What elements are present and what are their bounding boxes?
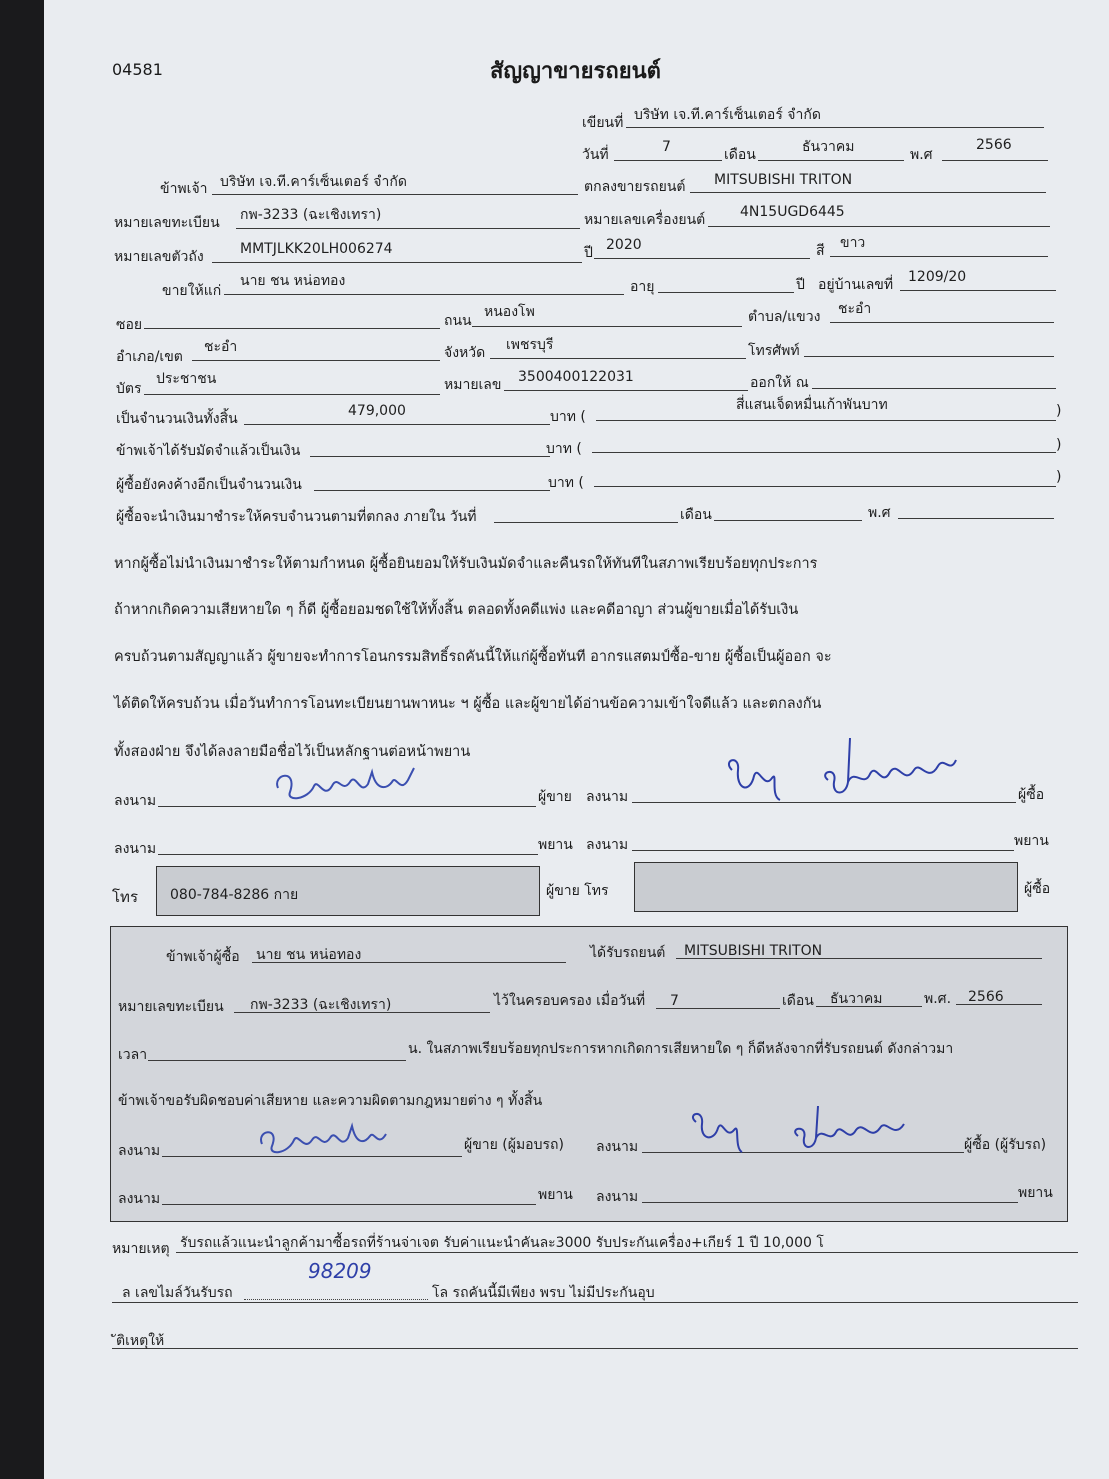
deposit-baht-label: บาท ( [546,441,582,457]
receipt-buyer-signature [684,1096,924,1160]
remain-words-line [594,486,1056,487]
notes-text-1: รับรถแล้วแนะนำลูกค้ามาซื้อรถที่ร้านจ่าเจต รับค่าแนะนำคันละ3000 รับประกันเครื่อง+เกียร์ 1 ปี 10,000 โ [180,1235,824,1251]
notes-text-2a: ล เลขไมล์วันรับรถ [122,1285,233,1301]
day-line [614,160,722,161]
month-value: ธันวาคม [802,139,855,155]
total-words-value: สี่แสนเจ็ดหมื่นเก้าพันบาท [736,397,888,413]
phone-line [804,356,1054,357]
seller-sign-label: ลงนาม [114,793,157,809]
receipt-buyer-value: นาย ชน หน่อทอง [256,947,362,963]
receipt-time-label: เวลา [118,1047,148,1063]
day-label: วันที่ [582,147,609,163]
receipt-witness2-role: พยาน [1018,1185,1053,1201]
receipt-year-label: พ.ศ. [924,991,952,1007]
remain-close: ) [1056,469,1062,485]
remain-line [314,490,550,491]
deposit-line [310,456,550,457]
subdistrict-value: ชะอำ [838,301,872,317]
age-label: อายุ [630,279,655,295]
year-value: 2566 [976,137,1012,153]
province-label: จังหวัด [444,345,486,361]
seller-phone-role: ผู้ขาย โทร [546,883,609,899]
engine-label: หมายเลขเครื่องยนต์ [584,212,706,228]
witness1-sign-label: ลงนาม [114,841,157,857]
total-label: เป็นจำนวนเงินทั้งสิ้น [116,411,238,427]
phone-label: โทรศัพท์ [748,343,800,359]
buyer-phone-role: ผู้ซื้อ [1024,881,1051,897]
witness2-sign-line [632,850,1014,851]
buyer-sign-label: ลงนาม [586,789,629,805]
car-year-value: 2020 [606,237,642,253]
subdistrict-label: ตำบล/แขวง [748,309,821,325]
deposit-label: ข้าพเจ้าได้รับมัดจำแล้วเป็นเงิน [116,443,301,459]
age-line [658,292,794,293]
phone-row-label: โทร [112,888,139,906]
road-label: ถนน [444,313,472,329]
district-value: ชะอำ [204,339,238,355]
receipt-year-value: 2566 [968,989,1004,1005]
receipt-buyer-label: ข้าพเจ้าผู้ซื้อ [166,949,240,965]
house-label: อยู่บ้านเลขที่ [818,277,894,293]
receipt-plate-label: หมายเลขทะเบียน [118,999,224,1015]
total-value: 479,000 [348,403,406,419]
witness1-sign-line [158,854,538,855]
age-unit: ปี [796,277,805,293]
receipt-seller-role: ผู้ขาย (ผู้มอบรถ) [464,1137,564,1153]
issued-line [812,388,1056,389]
receipt-month-label: เดือน [782,993,814,1009]
buyer-name-value: นาย ชน หน่อทอง [240,273,346,289]
term-line-5: ทั้งสองฝ่าย จึงได้ลงลายมือชื่อไว้เป็นหลักฐานต่อหน้าพยาน [114,744,471,760]
id-value: 3500400122031 [518,369,634,385]
due-year-label: พ.ศ [868,505,891,521]
document-title: สัญญาขายรถยนต์ [490,59,661,84]
witness2-role: พยาน [1014,833,1049,849]
receipt-day-value: 7 [670,993,679,1009]
card-line [144,394,440,395]
month-label: เดือน [724,147,756,163]
remain-label: ผู้ซื้อยังคงค้างอีกเป็นจำนวนเงิน [116,477,302,493]
seller-line [212,194,578,195]
total-line [244,424,550,425]
soi-line [144,328,440,329]
term-line-1: หากผู้ซื้อไม่นำเงินมาชำระให้ตามกำหนด ผู้ซื้อยินยอมให้รับเงินมัดจำและคืนรถให้ทันทีในสภาพเรียบร้อยทุกประการ [114,556,818,572]
seller-role: ผู้ขาย [538,789,572,805]
receipt-possess-label: ไว้ในครอบครอง เมื่อวันที่ [494,993,646,1009]
seller-signature [268,760,428,810]
year-label: พ.ศ [910,147,933,163]
plate-value: กพ-3233 (ฉะเชิงเทรา) [240,207,382,223]
term-line-3: ครบถ้วนตามสัญญาแล้ว ผู้ขายจะทำการโอนกรรมสิทธิ์รถคันนี้ให้แก่ผู้ซื้อทันที อากรแสตมป์ซื้อ-ขาย ผู้ซื้อเป็นผู้ออก จะ [114,649,832,665]
due-month-label: เดือน [680,507,712,523]
plate-line [236,228,580,229]
road-line [472,326,742,327]
receipt-received-label: ได้รับรถยนต์ [590,945,666,961]
district-line [192,360,440,361]
seller-value: บริษัท เจ.ที.คาร์เซ็นเตอร์ จำกัด [220,174,407,190]
receipt-witness1-role: พยาน [538,1187,573,1203]
mileage-dotted-line [244,1299,428,1300]
soi-label: ซอย [116,317,143,333]
written-at-label: เขียนที่ [582,115,624,131]
notes-label: หมายเหตุ [112,1241,170,1257]
road-value: หนองโพ [484,304,535,320]
receipt-witness1-line [162,1204,536,1205]
receipt-seller-signature [254,1118,394,1162]
card-value: ประชาชน [156,371,217,387]
deposit-words-line [592,452,1056,453]
buyer-role: ผู้ซื้อ [1018,787,1045,803]
plate-label: หมายเลขทะเบียน [114,215,220,231]
sell-to-label: ขายให้แก่ [162,283,222,299]
color-value: ขาว [840,235,866,251]
receipt-time-suffix: น. ในสภาพเรียบร้อยทุกประการหากเกิดการเสียหายใด ๆ ก็ดีหลังจากที่รับรถยนต์ ดังกล่าวมา [408,1041,954,1057]
document-number: 04581 [112,60,163,79]
district-label: อำเภอ/เขต [116,349,183,365]
house-value: 1209/20 [908,269,967,285]
receipt-plate-value: กพ-3233 (ฉะเชิงเทรา) [250,997,392,1013]
month-line [758,160,904,161]
chassis-label: หมายเลขตัวถัง [114,249,204,265]
due-day-line [494,522,678,523]
house-line [900,290,1056,291]
seller-label: ข้าพเจ้า [160,181,208,197]
written-at-value: บริษัท เจ.ที.คาร์เซ็นเตอร์ จำกัด [634,107,821,123]
engine-line [708,226,1050,227]
year-line [942,160,1048,161]
due-year-line [898,518,1054,519]
notes-line-3 [112,1348,1078,1349]
due-label: ผู้ซื้อจะนำเงินมาชำระให้ครบจำนวนตามที่ตกลง ภายใน วันที่ [116,509,477,525]
term-line-4: ได้ติดให้ครบถ้วน เมื่อวันทำการโอนทะเบียนยานพาหนะ ฯ ผู้ซื้อ และผู้ขายได้อ่านข้อความเข้าใจดีแล้ว และตกลงกัน [114,696,822,712]
buyer-signature [720,730,960,810]
remain-baht-label: บาท ( [548,475,584,491]
deposit-close: ) [1056,437,1062,453]
notes-text-3: ัติเหตุให้ [116,1333,165,1349]
engine-value: 4N15UGD6445 [740,204,845,220]
car-year-label: ปี [584,245,593,261]
id-line [504,390,748,391]
model-value: MITSUBISHI TRITON [714,172,853,188]
notes-line-1 [176,1252,1078,1253]
receipt-buyer-sign-label: ลงนาม [596,1139,639,1155]
term-line-2: ถ้าหากเกิดความเสียหายใด ๆ ก็ดี ผู้ซื้อยอมชดใช้ให้ทั้งสิ้น ตลอดทั้งคดีแพ่ง และคดีอาญา ส่วนผู้ขายเมื่อได้รับเงิน [114,602,799,618]
chassis-value: MMTJLKK20LH006274 [240,241,393,257]
receipt-witness2-line [642,1202,1018,1203]
receipt-section [110,926,1068,1222]
contract-paper [44,0,1109,1479]
day-value: 7 [662,139,671,155]
mileage-handwritten: 98209 [308,1259,372,1283]
total-baht-label: บาท ( [550,409,586,425]
subdistrict-line [830,322,1054,323]
receipt-buyer-role: ผู้ซื้อ (ผู้รับรถ) [964,1137,1047,1153]
province-line [490,358,746,359]
receipt-liability: ข้าพเจ้าขอรับผิดชอบค่าเสียหาย และความผิดตามกฎหมายต่าง ๆ ทั้งสิ้น [118,1093,543,1109]
model-line [690,192,1046,193]
due-month-line [714,520,862,521]
receipt-witness2-sign-label: ลงนาม [596,1189,639,1205]
province-value: เพชรบุรี [506,337,554,353]
card-label: บัตร [116,381,142,397]
buyer-phone-box [634,862,1018,912]
receipt-witness1-sign-label: ลงนาม [118,1191,161,1207]
written-at-line [626,127,1044,128]
color-label: สี [816,243,825,259]
issued-label: ออกให้ ณ [750,375,809,391]
chassis-line [212,262,582,263]
id-label: หมายเลข [444,377,502,393]
receipt-time-line [148,1060,406,1061]
witness1-role: พยาน [538,837,573,853]
seller-phone-value: 080-784-8286 กาย [170,887,299,903]
receipt-month-value: ธันวาคม [830,991,883,1007]
buyer-name-line [224,294,624,295]
receipt-seller-sign-label: ลงนาม [118,1143,161,1159]
total-words-line [596,420,1056,421]
total-close: ) [1056,403,1062,419]
receipt-car-value: MITSUBISHI TRITON [684,943,823,959]
witness2-sign-label: ลงนาม [586,837,629,853]
notes-text-2b: โล รถคันนี้มีเพียง พรบ ไม่มีประกันอุบ [432,1285,655,1301]
agree-sell-label: ตกลงขายรถยนต์ [584,179,686,195]
notes-line-2 [112,1302,1078,1303]
car-year-line [594,258,810,259]
color-line [830,256,1048,257]
